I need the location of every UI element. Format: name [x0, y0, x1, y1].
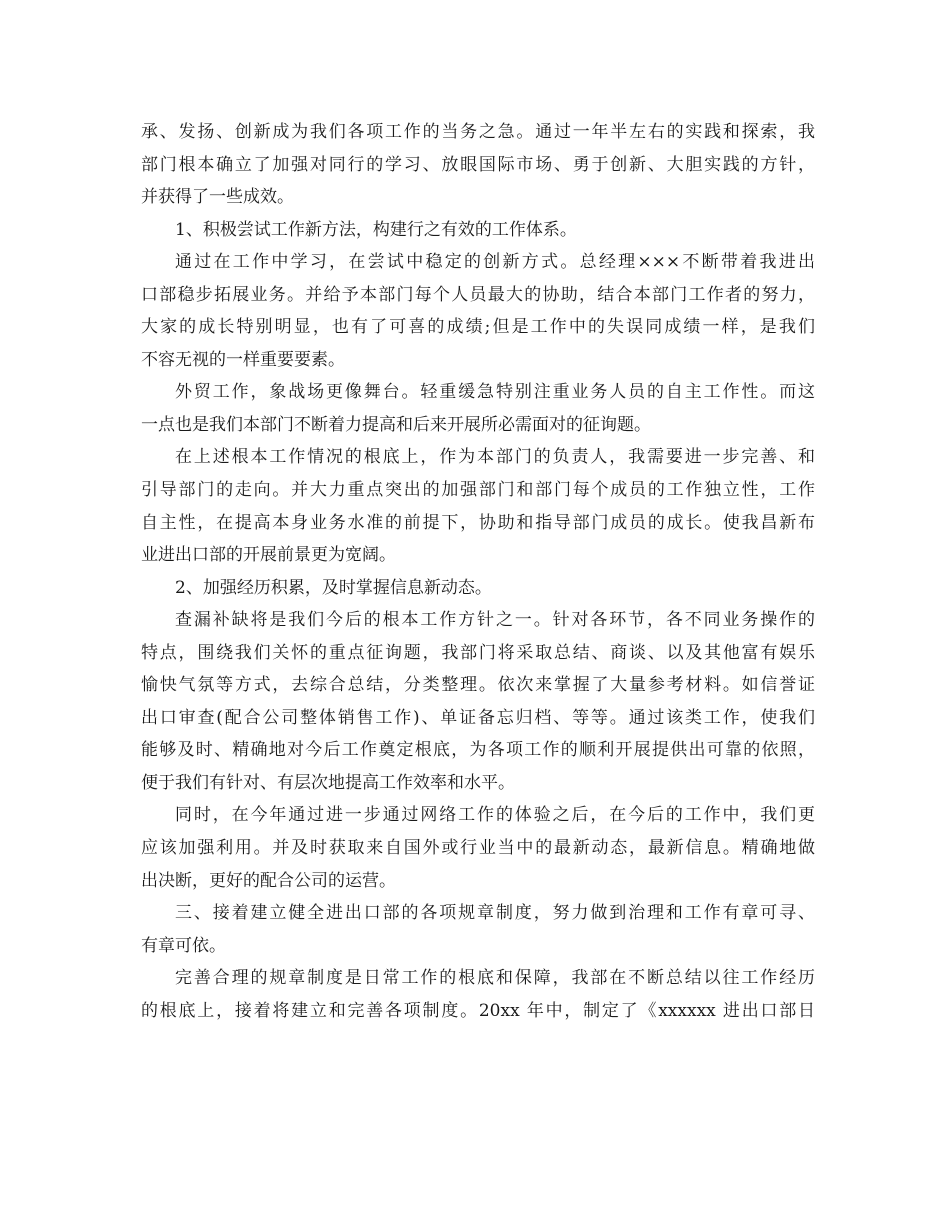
text-line: 出决断，更好的配合公司的运营。	[141, 870, 396, 891]
text-line: 部门根本确立了加强对同行的学习、放眼国际市场、勇于创新、大胆实践的方针，	[141, 154, 815, 175]
text-line: 1、积极尝试工作新方法，构建行之有效的工作体系。	[175, 219, 577, 240]
text-line: 便于我们有针对、有层次地提高工作效率和水平。	[141, 772, 515, 793]
text-line: 查漏补缺将是我们今后的根本工作方针之一。针对各环节，各不同业务操作的	[175, 610, 815, 631]
text-line: 一点也是我们本部门不断着力提高和后来开展所必需面对的征询题。	[141, 414, 651, 435]
text-line: 有章可依。	[141, 935, 226, 956]
text-line: 业进出口部的开展前景更为宽阔。	[141, 545, 396, 566]
text-line: 通过在工作中学习，在尝试中稳定的创新方式。总经理×××不断带着我进出	[175, 252, 815, 273]
text-line: 大家的成长特别明显，也有了可喜的成绩;但是工作中的失误同成绩一样，是我们	[141, 317, 815, 338]
text-line: 承、发扬、创新成为我们各项工作的当务之急。通过一年半左右的实践和探索，我	[141, 122, 815, 142]
text-line: 外贸工作，象战场更像舞台。轻重缓急特别注重业务人员的自主工作性。而这	[175, 382, 815, 403]
document-body	[141, 116, 815, 1027]
text-line: 特点，围绕我们关怀的重点征询题，我部门将采取总结、商谈、以及其他富有娱乐	[141, 642, 815, 663]
text-line: 应该加强利用。并及时获取来自国外或行业当中的最新动态，最新信息。精确地做	[141, 838, 815, 859]
text-line: 2、加强经历积累，及时掌握信息新动态。	[175, 577, 492, 598]
text-line: 口部稳步拓展业务。并给予本部门每个人员最大的协助，结合本部门工作者的努力，	[141, 284, 815, 305]
text-line: 三、接着建立健全进出口部的各项规章制度，努力做到治理和工作有章可寻、	[175, 903, 815, 924]
text-line: 不容无视的一样重要要素。	[141, 349, 345, 370]
text-line: 同时，在今年通过进一步通过网络工作的体验之后，在今后的工作中，我们更	[175, 805, 815, 826]
text-line: 完善合理的规章制度是日常工作的根底和保障，我部在不断总结以往工作经历	[175, 968, 815, 989]
text-line: 能够及时、精确地对今后工作奠定根底，为各项工作的顺利开展提供出可靠的依照，	[141, 740, 815, 761]
text-line: 并获得了一些成效。	[141, 187, 294, 208]
text-line: 愉快气氛等方式，去综合总结，分类整理。依次来掌握了大量参考材料。如信誉证	[141, 675, 815, 696]
text-line: 自主性，在提高本身业务水准的前提下，协助和指导部门成员的成长。使我昌新布	[141, 512, 815, 533]
text-line: 的根底上，接着将建立和完善各项制度。20xx 年中，制定了《xxxxxx 进出口部日	[141, 1000, 815, 1021]
text-line: 在上述根本工作情况的根底上，作为本部门的负责人，我需要进一步完善、和	[175, 447, 815, 468]
text-line: 引导部门的走向。并大力重点突出的加强部门和部门每个成员的工作独立性，工作	[141, 480, 815, 501]
text-line: 出口审查(配合公司整体销售工作)、单证备忘归档、等等。通过该类工作，使我们	[141, 707, 815, 728]
